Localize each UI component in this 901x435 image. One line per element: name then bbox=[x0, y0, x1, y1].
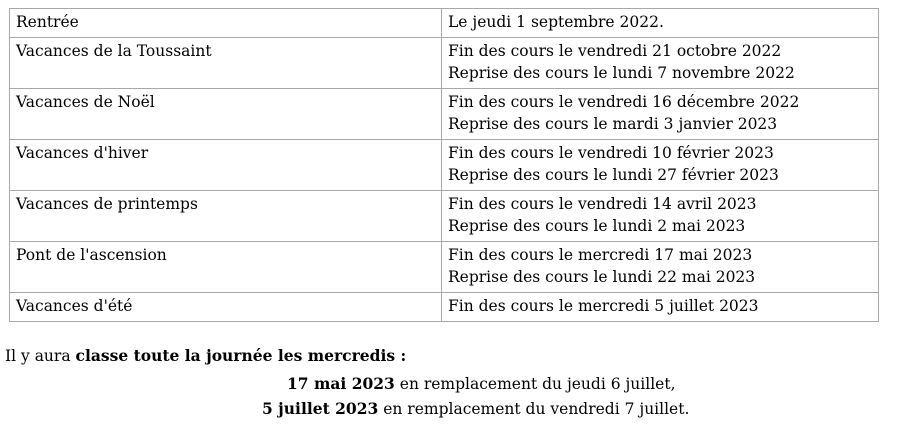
dates-cell bbox=[442, 9, 879, 38]
date-line: Reprise des cours le lundi 27 février 2023 bbox=[448, 166, 779, 184]
date-line: Reprise des cours le lundi 7 novembre 2022 bbox=[448, 64, 795, 82]
school-calendar-body bbox=[10, 9, 879, 322]
period-cell: Vacances de printemps bbox=[10, 191, 442, 242]
note-intro-emphasis: classe toute la journée les mercredis : bbox=[75, 346, 407, 365]
date-line: Fin des cours le vendredi 10 février 2023 bbox=[448, 144, 774, 162]
replacement-line-1 bbox=[287, 373, 676, 395]
dates-cell bbox=[442, 242, 879, 293]
period-cell: Vacances de la Toussaint bbox=[10, 38, 442, 89]
date-line: Fin des cours le vendredi 14 avril 2023 bbox=[448, 195, 757, 213]
replacement-line-2 bbox=[262, 398, 689, 420]
dates-cell bbox=[442, 140, 879, 191]
dates-cell bbox=[442, 38, 879, 89]
period-cell: Rentrée bbox=[10, 9, 442, 38]
table-row bbox=[10, 293, 879, 322]
date-line: Reprise des cours le lundi 22 mai 2023 bbox=[448, 268, 756, 286]
table-row bbox=[10, 242, 879, 293]
school-calendar-table bbox=[9, 8, 879, 322]
replacement-date-2: 5 juillet 2023 bbox=[262, 399, 379, 418]
date-line: Fin des cours le vendredi 21 octobre 2022 bbox=[448, 42, 782, 60]
dates-cell bbox=[442, 293, 879, 322]
table-row bbox=[10, 38, 879, 89]
date-line: Fin des cours le vendredi 16 décembre 2022 bbox=[448, 93, 800, 111]
period-cell: Pont de l'ascension bbox=[10, 242, 442, 293]
replacement-text-1: en remplacement du jeudi 6 juillet, bbox=[394, 375, 676, 393]
period-cell: Vacances d'été bbox=[10, 293, 442, 322]
date-line: Fin des cours le mercredi 17 mai 2023 bbox=[448, 246, 753, 264]
period-cell: Vacances d'hiver bbox=[10, 140, 442, 191]
wednesday-classes-note bbox=[5, 345, 406, 367]
date-line: Le jeudi 1 septembre 2022. bbox=[448, 13, 664, 31]
dates-cell bbox=[442, 191, 879, 242]
date-line: Reprise des cours le mardi 3 janvier 2023 bbox=[448, 115, 778, 133]
table-row bbox=[10, 9, 879, 38]
replacement-date-1: 17 mai 2023 bbox=[287, 374, 395, 393]
dates-cell bbox=[442, 89, 879, 140]
note-intro-text: Il y aura bbox=[5, 347, 76, 365]
table-row bbox=[10, 89, 879, 140]
date-line: Reprise des cours le lundi 2 mai 2023 bbox=[448, 217, 746, 235]
table-row bbox=[10, 140, 879, 191]
date-line: Fin des cours le mercredi 5 juillet 2023 bbox=[448, 297, 759, 315]
replacement-text-2: en remplacement du vendredi 7 juillet. bbox=[378, 400, 690, 418]
period-cell: Vacances de Noël bbox=[10, 89, 442, 140]
table-row bbox=[10, 191, 879, 242]
